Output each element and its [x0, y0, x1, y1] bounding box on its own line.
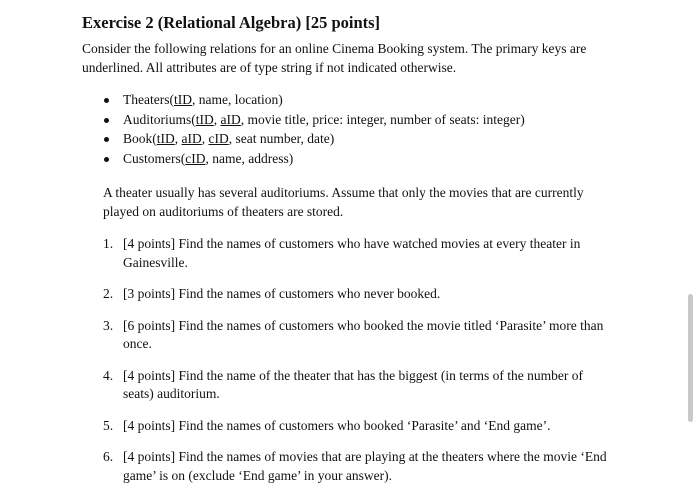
relation-theaters: Theaters(tID, name, location) [82, 91, 642, 110]
task-list [82, 235, 642, 485]
intro-paragraph: Consider the following relations for an online Cinema Booking system. The primary keys are underlined. All attributes are of type string if not indicated otherwise. [82, 41, 587, 75]
task-item [82, 317, 615, 354]
primary-key: cID [185, 150, 206, 166]
task-number: 3. [103, 317, 114, 333]
task-item [82, 285, 615, 304]
primary-key: tID [195, 111, 214, 127]
primary-key: tID [156, 131, 175, 146]
task-number: 1. [103, 236, 114, 251]
task-text: [4 points] Find the names of customers who have watched movies at every theater in Gainesville. [123, 236, 581, 270]
relations-list [82, 91, 642, 168]
task-number: 5. [103, 417, 114, 433]
primary-key: cID [208, 131, 229, 146]
task-number: 6. [103, 449, 114, 464]
task-item [82, 417, 615, 436]
primary-key: aID [220, 111, 241, 127]
exercise-title: Exercise 2 (Relational Algebra) [25 points] [82, 13, 381, 32]
task-number: 4. [103, 367, 114, 383]
task-item [82, 448, 615, 485]
primary-key: tID [173, 92, 192, 107]
task-item [82, 235, 615, 272]
task-number: 2. [103, 286, 114, 301]
primary-key: aID [181, 131, 202, 146]
task-item [82, 367, 615, 404]
task-text: [4 points] Find the name of the theater that has the biggest (in terms of the number of seats) auditorium. [123, 367, 584, 401]
relation-auditoriums: Auditoriums(tID, aID, movie title, price: integer, number of seats: integer) [82, 111, 642, 130]
relation-customers: Customers(cID, name, address) [82, 150, 642, 169]
task-text: [6 points] Find the names of customers who booked the movie titled ‘Parasite’ more than once. [123, 317, 604, 351]
task-text: [3 points] Find the names of customers who never booked. [123, 286, 441, 301]
assumption-note: A theater usually has several auditoriums. Assume that only the movies that are currently played on auditoriums of theaters are stored. [103, 185, 584, 219]
scrollbar-thumb[interactable] [688, 294, 693, 422]
task-text: [4 points] Find the names of movies that are playing at the theaters where the movie ‘End game’ is on (exclude ‘End game’ in your answer). [123, 449, 607, 483]
relation-book: Book(tID, aID, cID, seat number, date) [82, 130, 642, 149]
task-text: [4 points] Find the names of customers who booked ‘Parasite’ and ‘End game’. [123, 417, 551, 433]
document [82, 12, 642, 498]
